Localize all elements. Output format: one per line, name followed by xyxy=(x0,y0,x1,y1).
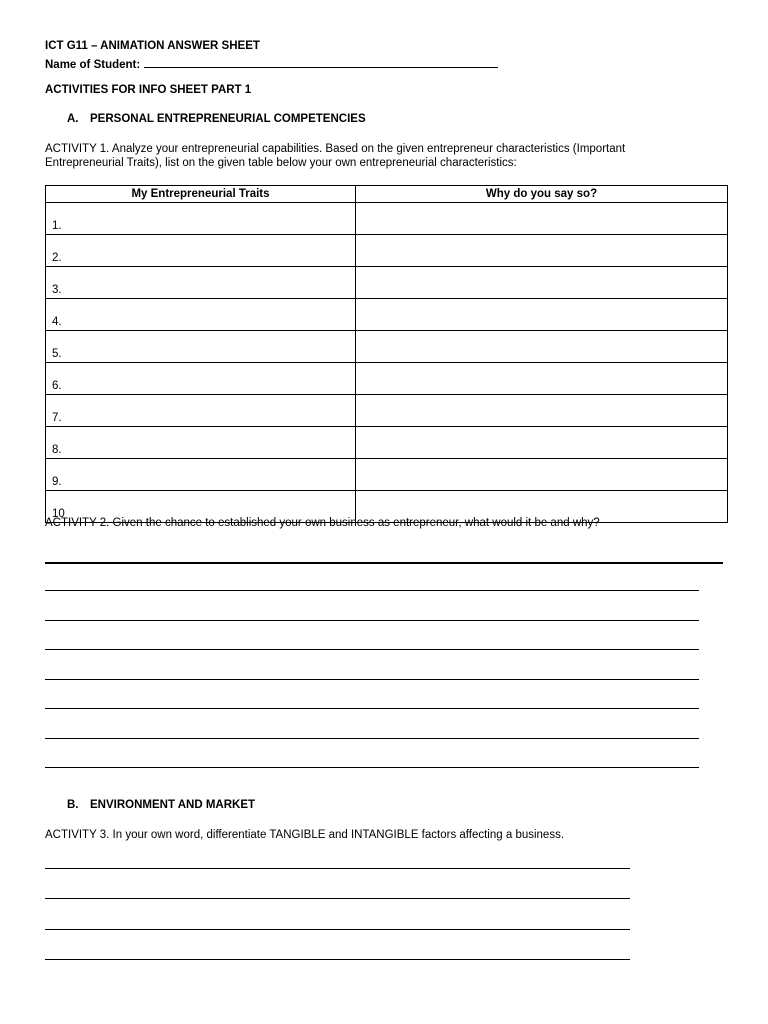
trait-cell[interactable]: 1. xyxy=(46,203,356,235)
trait-cell[interactable]: 3. xyxy=(46,267,356,299)
reason-cell[interactable] xyxy=(356,395,728,427)
answer-line[interactable] xyxy=(45,929,630,930)
section-heading: ACTIVITIES FOR INFO SHEET PART 1 xyxy=(45,84,252,96)
table-row xyxy=(46,395,728,427)
answer-line[interactable] xyxy=(45,767,699,768)
column-header-traits: My Entrepreneurial Traits xyxy=(46,186,356,203)
reason-cell[interactable] xyxy=(356,427,728,459)
trait-cell[interactable]: 9. xyxy=(46,459,356,491)
entrepreneurial-traits-table xyxy=(45,185,728,523)
student-name-row xyxy=(45,55,498,71)
answer-line[interactable] xyxy=(45,562,723,564)
table-row xyxy=(46,203,728,235)
section-b-title: ENVIRONMENT AND MARKET xyxy=(90,799,256,811)
table-row xyxy=(46,235,728,267)
answer-line[interactable] xyxy=(45,868,630,869)
column-header-reason: Why do you say so? xyxy=(356,186,728,203)
answer-line[interactable] xyxy=(45,738,699,739)
table-row xyxy=(46,459,728,491)
table-row xyxy=(46,267,728,299)
reason-cell[interactable] xyxy=(356,299,728,331)
reason-cell[interactable] xyxy=(356,267,728,299)
trait-cell[interactable]: 2. xyxy=(46,235,356,267)
table-row xyxy=(46,299,728,331)
activity-2-prompt: ACTIVITY 2. Given the chance to established your own business as entrepreneur, what would it be and why? xyxy=(45,517,600,529)
student-name-field[interactable] xyxy=(144,55,498,68)
reason-cell[interactable] xyxy=(356,235,728,267)
answer-line[interactable] xyxy=(45,679,699,680)
table-row xyxy=(46,363,728,395)
activity-3-prompt: ACTIVITY 3. In your own word, differentiate TANGIBLE and INTANGIBLE factors affecting a business. xyxy=(45,829,565,841)
activity-1-instructions-line-1: ACTIVITY 1. Analyze your entrepreneurial capabilities. Based on the given entrepreneur characteristics (Important xyxy=(45,143,626,155)
section-b-letter: B. xyxy=(67,799,79,811)
section-a-title: PERSONAL ENTREPRENEURIAL COMPETENCIES xyxy=(90,113,366,125)
answer-line[interactable] xyxy=(45,620,699,621)
answer-line[interactable] xyxy=(45,649,699,650)
reason-cell[interactable] xyxy=(356,363,728,395)
reason-cell[interactable] xyxy=(356,203,728,235)
trait-cell[interactable]: 5. xyxy=(46,331,356,363)
answer-line[interactable] xyxy=(45,898,630,899)
table-row xyxy=(46,331,728,363)
section-a-letter: A. xyxy=(67,113,79,125)
trait-cell[interactable]: 4. xyxy=(46,299,356,331)
sheet-title: ICT G11 – ANIMATION ANSWER SHEET xyxy=(45,40,260,52)
answer-line[interactable] xyxy=(45,959,630,960)
student-name-label: Name of Student: xyxy=(45,59,141,71)
table-header-row xyxy=(46,186,728,203)
table-row xyxy=(46,427,728,459)
trait-cell[interactable]: 7. xyxy=(46,395,356,427)
activity-1-instructions-line-2: Entrepreneurial Traits), list on the given table below your own entrepreneurial characteristics: xyxy=(45,157,517,169)
reason-cell[interactable] xyxy=(356,331,728,363)
reason-cell[interactable] xyxy=(356,459,728,491)
trait-cell[interactable]: 8. xyxy=(46,427,356,459)
answer-line[interactable] xyxy=(45,590,699,591)
trait-cell[interactable]: 10 xyxy=(46,491,356,523)
trait-cell[interactable]: 6. xyxy=(46,363,356,395)
answer-line[interactable] xyxy=(45,708,699,709)
